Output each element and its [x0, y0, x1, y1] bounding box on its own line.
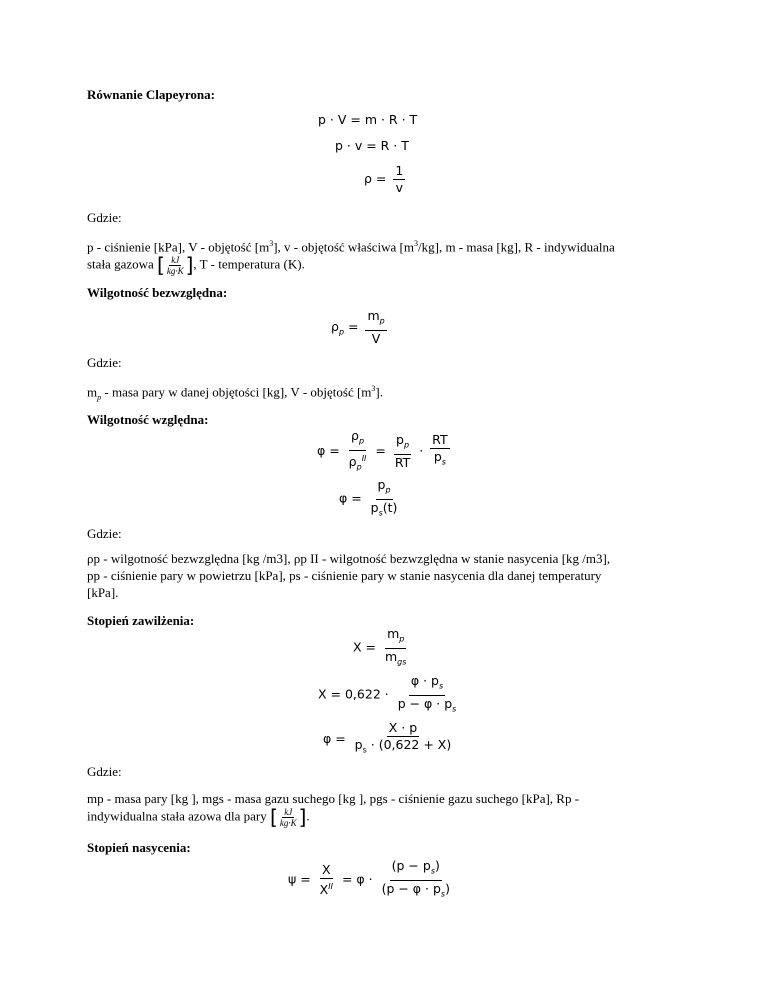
where-label: Gdzie:: [87, 526, 122, 541]
desc-line: [87, 807, 697, 828]
fraction: $\frac{RT}{p_s}$: [432, 432, 448, 467]
desc-text: p - ciśnienie [kPa], V - objętość [m: [87, 239, 270, 255]
desc-text: , T - temperatura (K).: [193, 256, 305, 272]
formula-phi-from-X: φ = $\frac{X \cdot p}{p_s \cdot (0,622 + X)}$: [323, 720, 456, 759]
formula-moisture-content-phi: X = 0,622 · $\frac{\varphi \cdot p_s}{p - \varphi \cdot p_s}$: [318, 673, 461, 717]
formula-lhs: ρ =: [364, 171, 387, 186]
unit-numerator: kJ: [284, 807, 293, 817]
desc-sup: 3: [371, 384, 376, 393]
clapeyron-description: [87, 235, 687, 276]
desc-sup: 3: [414, 239, 418, 248]
desc-line: pp - ciśnienie pary w powietrzu [kPa], ps - ciśnienie pary w stanie nasycenia dla danej temperatury: [87, 568, 602, 583]
desc-line: mp - masa pary [kg ], mgs - masa gazu suchego [kg ], pgs - ciśnienie gazu suchego [kPa], Rp -: [87, 791, 580, 806]
bracket-right: ]: [185, 253, 194, 278]
coefficient: 0,622: [344, 686, 381, 702]
heading-relative-humidity: Wilgotność względna:: [87, 412, 209, 427]
num-text: m: [367, 308, 380, 323]
heading-saturation-degree: Stopień nasycenia:: [87, 840, 191, 855]
where-label: Gdzie:: [87, 355, 122, 370]
formula-pv-RT: p · v = R · T: [335, 138, 409, 153]
fraction-denominator: v: [395, 180, 404, 195]
fraction: $\frac{(p - p_s)}{(p - \varphi \cdot p_s)}$: [381, 858, 450, 898]
where-label: Gdzie:: [87, 210, 122, 225]
desc-text: ].: [375, 384, 384, 400]
bracket-right: ]: [298, 805, 307, 829]
formula-lhs: ρ: [331, 318, 339, 334]
desc-line: ρp - wilgotność bezwzględna [kg /m3], ρp II - wilgotność bezwzględna w stanie nasycenia [kg /m3],: [87, 551, 611, 566]
desc-text: ], v - objętość właściwa [m: [273, 239, 414, 255]
unit-numerator: kJ: [171, 255, 180, 266]
unit-fraction: [165, 255, 186, 276]
formula-absolute-humidity: $\rho_p$ = $\frac{m_p}{V}$: [331, 308, 385, 346]
heading-absolute-humidity: Wilgotność bezwzględna:: [87, 285, 228, 300]
num-subscript: p: [379, 316, 385, 326]
fraction: $\frac{\rho_p}{\rho_p^{II}}$: [348, 428, 367, 472]
unit-denominator: kg·K: [279, 818, 297, 828]
fraction: [393, 163, 405, 196]
formula-moisture-content: X = $\frac{m_p}{m_{gs}}$: [353, 626, 411, 670]
where-label: Gdzie:: [87, 764, 122, 779]
formula-rho-inverse-v: [364, 163, 408, 196]
formula-relative-humidity: φ = $\frac{\rho_p}{\rho_p^{II}}$ = $\frac{p_p}{RT}$ · $\frac{RT}{p_s}$: [317, 428, 453, 475]
fraction: $\frac{X \cdot p}{p_s \cdot (0,622 + X)}$: [354, 720, 452, 755]
desc-text: - masa pary w danej objętości [kg], V - objętość [m: [101, 384, 372, 400]
absolute-description: [87, 380, 687, 406]
relative-description: [87, 550, 697, 601]
desc-text: indywidualna stała azowa dla pary: [87, 808, 267, 824]
moisture-description: [87, 790, 697, 828]
heading-clapeyron: Równanie Clapeyrona:: [87, 87, 215, 102]
fraction: $\frac{p_p}{RT}$: [394, 432, 411, 470]
desc-text: /kg], m - masa [kg], R - indywidualna: [418, 239, 615, 255]
fraction: $\frac{\varphi \cdot p_s}{p - \varphi \cdot p_s}$: [397, 673, 457, 713]
fraction-numerator: 1: [395, 163, 404, 178]
formula-saturation-degree: ψ = $\frac{X}{X^{II}}$ = φ · $\frac{(p - p_s)}{(p - \varphi \cdot p_s)}$: [288, 858, 455, 902]
fraction: $\frac{m_p}{m_{gs}}$: [384, 626, 407, 666]
unit-denominator: kg·K: [166, 266, 184, 277]
bracket-left: [: [270, 805, 278, 829]
fraction: $\frac{X}{X^{II}}$: [319, 861, 333, 898]
fraction-numerator: [365, 308, 386, 331]
desc-text: .: [306, 808, 310, 824]
desc-text: stała gazowa: [87, 256, 154, 272]
formula-relative-humidity-pressure: φ = $\frac{p_p}{p_s(t)}$: [339, 477, 402, 521]
formula-pV-mRT: p · V = m · R · T: [318, 112, 418, 127]
fraction-denominator: V: [371, 330, 381, 346]
unit-fraction: [278, 807, 299, 828]
fraction: [365, 308, 386, 347]
heading-moisture-content: Stopień zawilżenia:: [87, 613, 195, 628]
desc-subscript: p: [97, 392, 102, 402]
desc-line: [kPa].: [87, 585, 119, 600]
fraction: $\frac{p_p}{p_s(t)}$: [370, 477, 398, 517]
formula-subscript: p: [338, 327, 345, 337]
desc-text: m: [87, 384, 98, 400]
desc-sup: 3: [269, 239, 274, 248]
bracket-left: [: [157, 253, 165, 278]
